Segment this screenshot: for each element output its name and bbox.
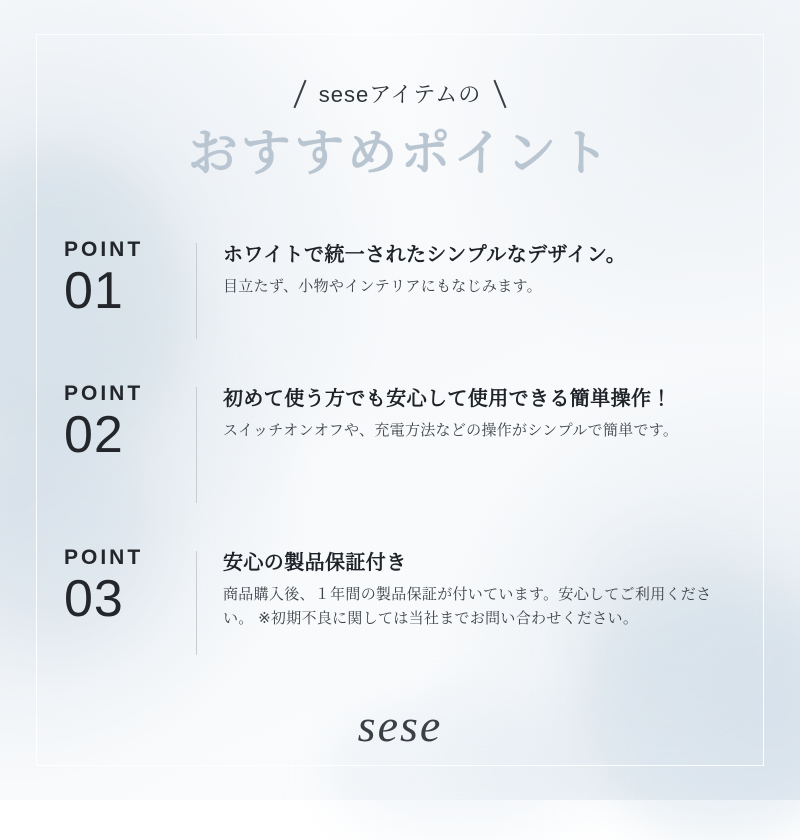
point-title: ホワイトで統一されたシンプルなデザイン。 (223, 243, 627, 266)
point-divider (196, 243, 197, 339)
eyebrow-text: seseアイテムの (318, 82, 482, 107)
point-item (64, 383, 736, 507)
slash-right-icon (494, 79, 507, 108)
points-list (64, 239, 736, 659)
point-item (64, 547, 736, 659)
point-number-column (64, 547, 196, 627)
point-body (223, 383, 736, 444)
point-label: POINT (64, 545, 144, 569)
point-number: 02 (64, 405, 124, 464)
eyebrow-row (64, 78, 736, 109)
slash-left-icon (293, 79, 306, 108)
page-footer (0, 699, 800, 752)
point-body (223, 547, 736, 632)
point-number-column (64, 239, 196, 319)
point-description: スイッチオンオフや、充電方法などの操作がシンプルで簡単です。 (223, 421, 679, 439)
point-description: 商品購入後、１年間の製品保証が付いています。安心してご利用ください。 ※初期不良に関しては当社までお問い合わせください。 (223, 585, 712, 628)
point-title: 安心の製品保証付き (223, 551, 407, 574)
point-description: 目立たず、小物やインテリアにもなじみます。 (223, 277, 542, 295)
brand-logo: sese (357, 700, 443, 751)
point-title: 初めて使う方でも安心して使用できる簡単操作！ (223, 387, 672, 410)
page-title: おすすめポイント (187, 125, 613, 181)
point-label: POINT (64, 381, 144, 405)
point-number-column (64, 383, 196, 463)
point-item (64, 239, 736, 343)
point-body (223, 239, 736, 300)
point-divider (196, 387, 197, 503)
point-divider (196, 551, 197, 655)
point-number: 01 (64, 261, 124, 320)
point-number: 03 (64, 569, 124, 628)
page-header (64, 0, 736, 183)
point-label: POINT (64, 237, 144, 261)
